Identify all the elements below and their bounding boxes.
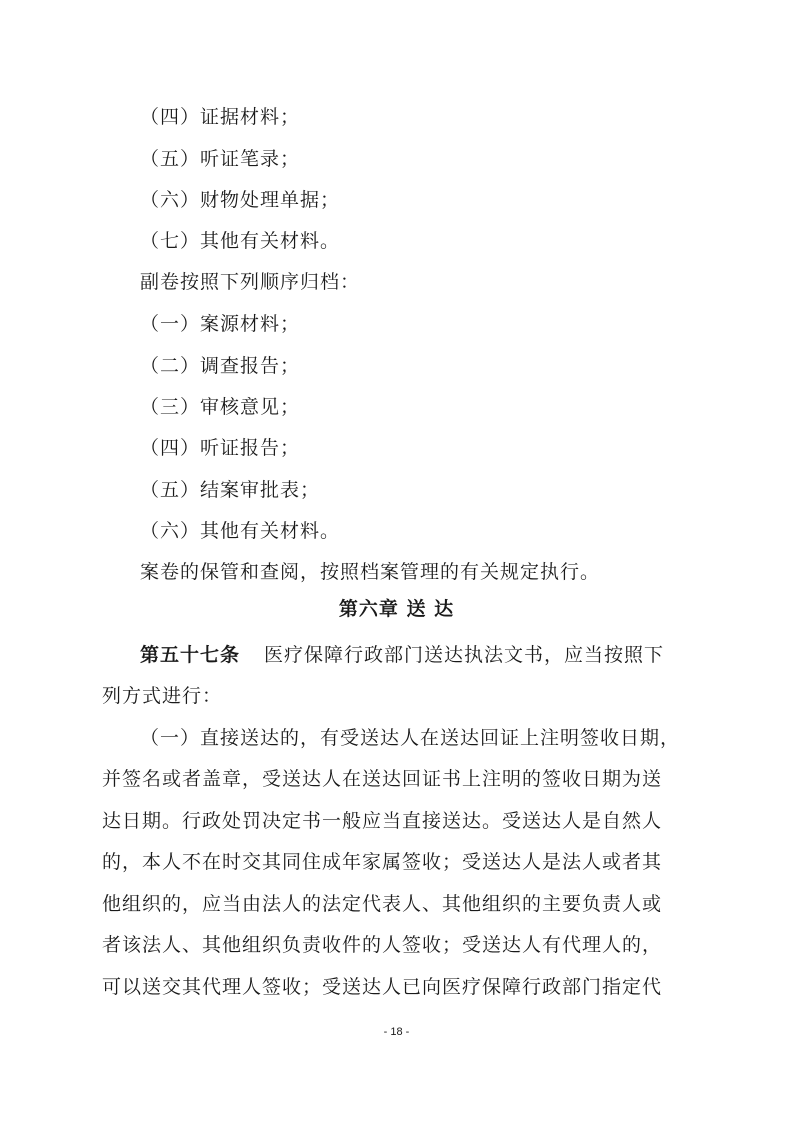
article-number: 第五十七条: [140, 644, 241, 666]
list-item: （六）其他有关材料。: [140, 520, 341, 542]
list-item: （六）财物处理单据；: [140, 189, 341, 211]
page-number: - 18 -: [383, 1026, 410, 1038]
article-line: 的，本人不在时交其同住成年家属签收；受送达人是法人或者其: [102, 851, 663, 873]
chapter-title: 第六章 送 达: [338, 598, 455, 620]
article-first-line: [140, 643, 665, 667]
paragraph: 案卷的保管和查阅，按照档案管理的有关规定执行。: [140, 561, 601, 583]
article-line: 列方式进行：: [102, 685, 223, 707]
list-item: （五）结案审批表；: [140, 479, 321, 501]
list-item: （五）听证笔录；: [140, 148, 301, 170]
list-item: （四）听证报告；: [140, 437, 301, 459]
article-text: 医疗保障行政部门送达执法文书，应当按照下: [264, 644, 665, 666]
list-item: （七）其他有关材料。: [140, 230, 341, 252]
paragraph: 副卷按照下列顺序归档：: [140, 271, 361, 293]
article-line: 可以送交其代理人签收；受送达人已向医疗保障行政部门指定代: [102, 976, 663, 998]
article-line: 他组织的，应当由法人的法定代表人、其他组织的主要负责人或: [102, 893, 663, 915]
article-line: 达日期。行政处罚决定书一般应当直接送达。受送达人是自然人: [102, 810, 663, 832]
list-item: （二）调查报告；: [140, 355, 301, 377]
article-line: 并签名或者盖章，受送达人在送达回证书上注明的签收日期为送: [102, 768, 663, 790]
list-item: （三）审核意见；: [140, 396, 301, 418]
list-item: （一）案源材料；: [140, 313, 301, 335]
article-line: 者该法人、其他组织负责收件的人签收；受送达人有代理人的，: [102, 934, 663, 956]
list-item: （四）证据材料；: [140, 106, 301, 128]
article-line: （一）直接送达的，有受送达人在送达回证上注明签收日期，: [140, 727, 681, 749]
